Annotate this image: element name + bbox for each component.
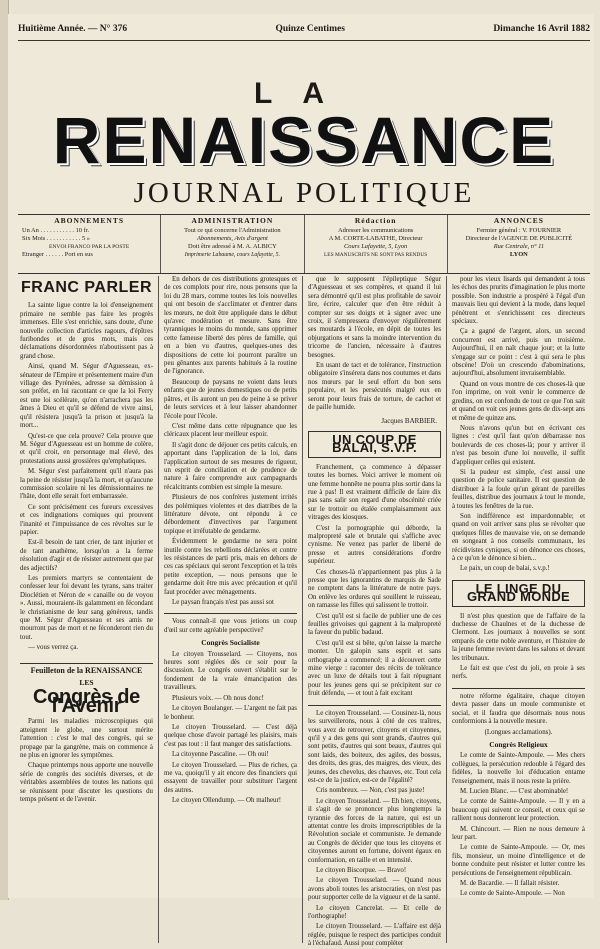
abonnements-line: Six Mois . . . . . . . . . . . 5 » (22, 235, 90, 242)
article-heading-coup-de-balai: UN COUP DE BALAI, S.V.P. (308, 431, 441, 458)
price: Quinze Centimes (275, 24, 345, 34)
paragraph: Le citoyen Trousselard. — C'est déjà quelque chose d'avoir partagé les plaisirs, mais c'est pas tout : il faut manger des satisfactions. (164, 723, 297, 748)
issue-date: Dimanche 16 Avril 1882 (493, 24, 590, 34)
paragraph: notre réforme égalitaire, chaque citoyen devra passer dans un moule communiste et social, et il faudra que désormais nous nous conformions à la nouvelle mesure. (452, 692, 585, 726)
abonnements-heading: ABONNEMENTS (54, 216, 124, 225)
abonnements-line: Un An . . . . . . . . . . . 10 fr. (22, 227, 90, 234)
separator (308, 705, 441, 706)
paragraph: Le paysan français n'est pas aussi sot (172, 599, 274, 607)
paragraph: Beaucoup de paysans ne voient dans leurs enfants que de jeunes domestiques ou de petits pâtres, et ils auront un peu de peine à se priver de leurs services et à leur laisser abandonner l'école pour l'école. (164, 378, 297, 420)
paragraph: En usant de tact et de tolérance, l'instruction obligatoire s'insérera dans nos coutumes et dans nos mœurs par le seul effort du bon sens populaire, et les persécutés malgré eux en seront pour leurs frais de torture, de cachot et de paille humide. (308, 362, 441, 412)
paragraph: Le citoyen Trousselard. — Plus de riches, ça me va, quoiqu'il y ait encore des financiers qui essayent de travailler pour substituer l'argent des autres. (164, 761, 297, 794)
redaction-line: Adresser les communications (338, 227, 414, 234)
edition-number: Huitième Année. — N° 376 (18, 24, 128, 34)
paragraph: Le citoyen Trousselard. — Eh bien, citoyens, il s'agit de se prononcer plus longtemps la tyrannie des forces de la nature, qui est un attentat contre les droits imprescriptibles de la Révolution sociale et communiste. Je demande au Congrès de décider que tous les citoyens et citoyennes auront en fortune, doivent égaux en conformation, en taille et en intensité. (308, 797, 441, 864)
article-heading-franc-parler: FRANC PARLER (20, 279, 153, 296)
paragraph: Est-il besoin de tant crier, de tant injurier et de tant anathème, lorsqu'on a la ferme résolution d'agir et de résister autrement que par des adjectifs? (20, 539, 153, 572)
column-2 (158, 276, 302, 943)
administration-heading: ADMINISTRATION (191, 216, 274, 225)
feuilleton-title: Congrès de l'Avenir (32, 686, 141, 717)
abonnements-line: ENVOI FRANCO PAR LA POSTE (48, 244, 130, 250)
annonces-line: Fermier général : V. FOURNIER (476, 227, 562, 234)
paragraph: M. Ségur s'est parfaitement qu'il n'aura pas la peine de résister jusqu'à la mort, et qu'aucune commission scolaire ni les démissionnaires ne l'hâte, dont elle serait fort embarrassée. (20, 468, 153, 501)
paragraph: Le citoyen Trousselard. — Quand nous avons aboli toutes les aristocraties, on n'est pas pour supporter celle de la vigueur et de la santé. (308, 877, 441, 902)
paragraph: (Longues acclamations). (484, 728, 553, 736)
redaction-box (304, 215, 447, 273)
paragraph: Cris nombreux. — Non, c'est pas juste! (316, 787, 425, 795)
paragraph: La sainte ligue contre la loi d'enseignement primaire ne semble pas faire les progrès immenses. Elle s'est enrichie, sans doute, d'une nouvelle collection d'articles ragours, d'épîtres furibondes et de gros mots, mais ces déclamations désordonnées n'aboutissent pas à grand chose. (20, 302, 153, 360)
paragraph: Quand on vous montre de ces choses-là que l'on imprime, on voit venir le commerce de gredins, on est confondu de tout ce que l'on sait et quand on voit ces jeunes gens de dix-sept ans et même de quinze ans. (452, 380, 585, 422)
separator (164, 613, 297, 614)
paragraph: Qu'est-ce que cela prouve? Cela prouve que M. Ségur d'Aguesseau est un homme de colère, et qu'il croit, en personnage mal élevé, des protestations aussi grossières qu'emphatiques. (20, 432, 153, 465)
paragraph: Ainsi, quand M. Ségur d'Aguesseau, ex-sénateur de l'Empire et présentement maire d'un village des Pyrénées, adresse sa démission à son préfet, en lui racontant ce que la loi Ferry est une loi scélérate, qu'on n'arrachera pas les âmes à Dieu et qu'il se défend de vivre ainsi, qu'il résistera jusqu'à la prison et jusqu'à la mort... (20, 363, 153, 430)
abonnements-box (18, 215, 160, 273)
top-info-line (18, 20, 590, 38)
paragraph: Le fait est que c'est du joli, en proie à ses nerfs. (452, 665, 585, 681)
masthead-la: LA (254, 77, 354, 110)
paragraph: Le citoyen Boulanger. — L'argent ne fait pas le bonheur. (164, 705, 297, 721)
masthead-subtitle: JOURNAL POLITIQUE (133, 177, 475, 209)
column-1 (18, 276, 158, 943)
annonces-line: LYON (509, 251, 528, 258)
administration-box (160, 215, 303, 273)
section-heading-congres-religieux: Congrès Religieux (489, 739, 548, 749)
redaction-line: Cours Lafayette, 5, Lyon (344, 243, 408, 250)
paragraph: Il n'est plus question que de l'affaire de la duchesse de Chaulnes et de la duchesse de Clermont. Les journaux à nouvelles se sont emparés de cette noble aventure, et l'histoire de la jeune femme revient dans les salons et devant les tribunaux. (452, 612, 585, 662)
paragraph: Le citoyen Trousselard. — Cousinez-là, nous les surveillerons, nous à côté de ces traîtres, vous avez de retrouver, citoyens et citoyennes, qu'il y a des gens qui sont grands, d'autres qui sont petits, d'autres qui sont beaux, d'autres qui sont laids, des boiteux, des agiles, des bossus, des droits, des gras, des maigres, des vieux, des jeunes, des chevelus, des chauves, etc. Tout cela est-ce de la justice, est-ce de l'égalité? (308, 709, 441, 784)
paragraph: Le citoyen Trousselard. — L'affaire est déjà réglée, puisque le respect des participes conduit à l'échafaud. Aussi pour compléter (308, 923, 441, 948)
paragraph: Si la pudeur est simple, c'est aussi une question de police sanitaire. Il est question de distribuer à la foule qu'un gérant de pareilles feuilles, distribue des journaux à tout le monde, à toutes les fenêtres de la rue. (452, 468, 585, 510)
paragraph: La citoyenne Pascaline. — Oh oui! (172, 751, 269, 759)
article-heading-linge-grand-monde: LE LINGE DU GRAND MONDE (452, 580, 585, 607)
paragraph: Plusieurs de nos confrères justement irrités des polémiques violentes et des diatribes de la littérature dévote, ont répondu à ce débordement d'invectives par l'argument topique et irréfutable de gendarme. (164, 494, 297, 535)
paragraph: que le supposent l'épileptique Ségur d'Aguesseau et ses compères, et quand il lui sera démontré qu'il est plus profitable de savoir lire, écrire, calculer que d'en être réduit à compter sur ses doigts et à signer avec une croix, il s'empressera d'envoyer régulièrement ses moutards à l'école, en dépit de toutes les objurgations et sans la moindre intervention du tricorne de l'ancien, nécessaire à d'autres besognes. (308, 276, 441, 359)
paragraph: Plusieurs voix. — Oh nous donc! (172, 694, 264, 702)
masthead-title: RENAISSANCE (52, 103, 556, 177)
administration-line: Imprimerie Labaume, cours Lafayette, 5. (184, 252, 280, 258)
paragraph: Vous connaît-il que vous jetions un coup d'œil sur cette agréable perspective? (164, 618, 297, 634)
paragraph: Le paix, un coup de balai, s.v.p.! (460, 565, 550, 573)
column-4 (446, 276, 590, 943)
feuilleton-label: Feuilleton de la RENAISSANCE (20, 663, 153, 675)
paragraph: C'est même dans cette répugnance que les cléricaux placent leur meilleur espoir. (164, 422, 297, 439)
info-bar (18, 214, 590, 274)
paragraph: C'est qu'il est si bête, qu'on laisse la marche monter. Un galopin sans esprit et sans orthographe a commencé; il a découvert cette mine vierge : raconter des récits de tolérance avec un luxe de détails tout à fait répugnant pour les jeunes gens qui se précipitent sur ce fruit défendu, — et tout à fait excitant (308, 639, 441, 698)
annonces-line: Directeur de l'AGENCE DE PUBLICITÉ (465, 235, 573, 242)
paragraph: Le comte de Sainte-Ampoule. — Non (460, 890, 565, 898)
paragraph: Parmi les maladies microscopiques qui atteignent le globe, une surtout mérite l'attention : c'est le mal des congrès, qui se propage par la gangrène, mais on commence à ne plus en ignorer les symptômes. (20, 718, 153, 759)
paragraph: Évidemment le gendarme ne sera point inutile contre les rebellions déclarées et contre les résistances de parti pris, mais en dehors de ces cas spéciaux qui seront l'exception et la très petite exception, — nous pensons que le gendarme doit être mis avec précaution et qu'il faut procéder avec ménagements. (164, 538, 297, 596)
annonces-heading: ANNONCES (493, 216, 544, 225)
column-3 (302, 276, 446, 948)
administration-line: Doit être adressé à M. A. ALBICY (188, 243, 277, 250)
paragraph: Les premiers martyrs se contentaient de confesser leur foi devant les tyrans, sans traiter Dioclétien et Néron de « canaille ou de voyou ». Aussi, mouraient-ils galamment en fécondant le christianisme de leur sang généreux, tandis que M. Ségur d'Aguesseau et ses amis ne mourront pas de mort et ne féconderont rien du tout. (20, 575, 153, 641)
annonces-box (447, 215, 590, 273)
signature-barbier: Jacques BARBIER. (381, 416, 437, 425)
paragraph: Ça a gagné de l'argent, alors, un second concurrent est arrivé, puis un troisième. Aujourd'hui, il en naît chaque jour; et la lutte s'engage sur ce point : c'est à qui sera le plus obscène! D'où un crescendo d'abominations, aujourd'hui, absolument invraisemblable. (452, 328, 585, 378)
paragraph: Nous n'avons qu'un but en écrivant ces lignes : c'est qu'il faut qu'on débarrasse nos boulevards de ces choses-là; pour y arriver il n'est pas besoin d'une loi nouvelle, il suffit d'appliquer celles qui existent. (452, 424, 585, 466)
paragraph: pour les vieux lisards qui demandent à tous les échos des prurits d'imagination le plus morte possible. Son industrie a prospéré à l'égal d'un mauvais lieu qui devient à la mode, dans lequel pénètrent et s'enrichissent ces directeurs spéciaux. (452, 276, 585, 326)
abonnements-line: Etranger . . . . . . Port en sus (22, 251, 93, 258)
paragraph: Ce sont précisément ces fureurs excessives et ces indignations comiques qui prouvent l'inanité et l'impuissance de ces révoltes sur le papier. (20, 503, 153, 536)
paragraph: C'est qu'il est si facile de publier une de ces feuilles grivoises qui gagnent à la malpropreté la faveur du public badaud. (308, 612, 441, 637)
section-heading-congres-socialiste: Congrès Socialiste (201, 638, 260, 648)
paragraph: Il s'agit donc de déjouer ces petits calculs, en apportant dans l'application de la loi, dans l'application surtout de ses mesures de rigueur, un esprit de conciliation et de prudence de nature à faire comprendre aux campagnards récalcitrants combien est simple la mesure. (164, 441, 297, 491)
paragraph: Chaque printemps nous apporte une nouvelle série de congrès des sociétés diverses, et de véritables assemblées de toutes les nations qui se réunissent pour discuter les questions du temps présent et de l'avenir. (20, 762, 153, 803)
paragraph: — vous verrez ça. (28, 644, 79, 652)
administration-line: Abonnements, Avis d'argent (196, 235, 268, 242)
redaction-line: A M. CORTE-LABATHE, Directeur (328, 235, 423, 242)
paragraph: Son indifférence est impardonnable; et quand on voit arriver sans plus se révolter que quelques filles de mauvaise vie, on se demande en songeant à nos conseils communaux, les récidivistes cyniques, si on dénonce ces choses, à ce qu'on le dénonce si bien... (452, 512, 585, 562)
redaction-line: LES MANUSCRITS NE SONT PAS RENDUS (324, 252, 428, 258)
paragraph: Ces choses-là n'appartiennent pas plus à la presse que les ignorantins de marquis de Sade ne comptent dans la littérature de notre pays. On enlève les ordures qui souillent le ruisseau, on ramasse les filles qui salissent le trottoir. (308, 568, 441, 610)
paragraph: Le comte de Sainte-Ampoule. — Or, mes fils, monsieur, un moine d'intelligence et de bonne conduite peut résister et lutter contre les persécutions de l'enseignement républicain. (452, 844, 585, 877)
paragraph: M. Chincourt. — Rien ne nous demeure à leur part. (452, 825, 585, 841)
separator (452, 688, 585, 689)
paragraph: Le citoyen Biscorpue. — Bravo! (316, 867, 407, 874)
paragraph: Le citoyen Cancrelat. — Et celle de l'orthographe! (308, 904, 441, 921)
paragraph: C'est la pornographie qui déborde, la malpropreté sale et brutale qui s'affiche avec cynisme. Ne venez pas parler de liberté de presse et autres considérations d'ordre supérieur. (308, 524, 441, 566)
paragraph: Franchement, ça commence à dépasser toutes les bornes. Voici arriver le moment où une femme honnête ne pourra plus sortir dans la rue à pas! Il est vraiment difficile de faire dix pas sans salir son regard d'une obscénité criée sur le trottoir ou étalée complaisamment aux vitrages des kiosques. (308, 463, 441, 522)
top-rule (18, 40, 590, 41)
paragraph: Le citoyen Trousselard. — Citoyens, nos heures sont réglées dès ce soir pour la discussion. Le congrès ouvert s'établit sur le fondement de la vraie émancipation des travailleurs. (164, 650, 297, 692)
annonces-line: Rue Centrale, n° 11 (493, 243, 545, 250)
columns (18, 276, 590, 948)
feuilleton-les: LES (79, 678, 94, 688)
paragraph: En dehors de ces distributions grotesques et de ces complots pour rire, nous pensons que la loi du 28 mars, comme toutes les lois nouvelles qui ont besoin de s'acclimater et d'entrer dans les mœurs, ne doit être appliquée dans le début qu'avec modération et mesure. Sans être tyranniques le moins du monde, sans opprimer cette fameuse liberté des pères de famille, qui en a bien vu d'autres, quelques-unes des dispositions de cette loi pourront paraître un peu gênantes aux parents habitués à la routine de l'ignorance. (164, 276, 297, 376)
paragraph: Le comte de Sainte-Ampoule. — Il y en a beaucoup qui suivent ce conseil, et ceux qui se rallient nous donneront leur protection. (452, 798, 585, 823)
paragraph: Le comte de Sainte-Ampoule. — Mes chers collègues, la persécution redouble à l'égard des fidèles, la nouvelle loi d'éducation entame l'enseignement, mais il nous reste la prière. (452, 752, 585, 785)
paragraph: M. de Bacardie. — Il fallait résister. (460, 880, 560, 887)
redaction-heading: Rédaction (354, 216, 397, 225)
administration-line: Tout ce qui concerne l'Administration (184, 227, 281, 234)
paragraph: M. Lucien Blanc. — C'est abominable! (460, 787, 569, 795)
paragraph: Le citoyen Ollendump. — Oh malheur! (172, 797, 282, 805)
